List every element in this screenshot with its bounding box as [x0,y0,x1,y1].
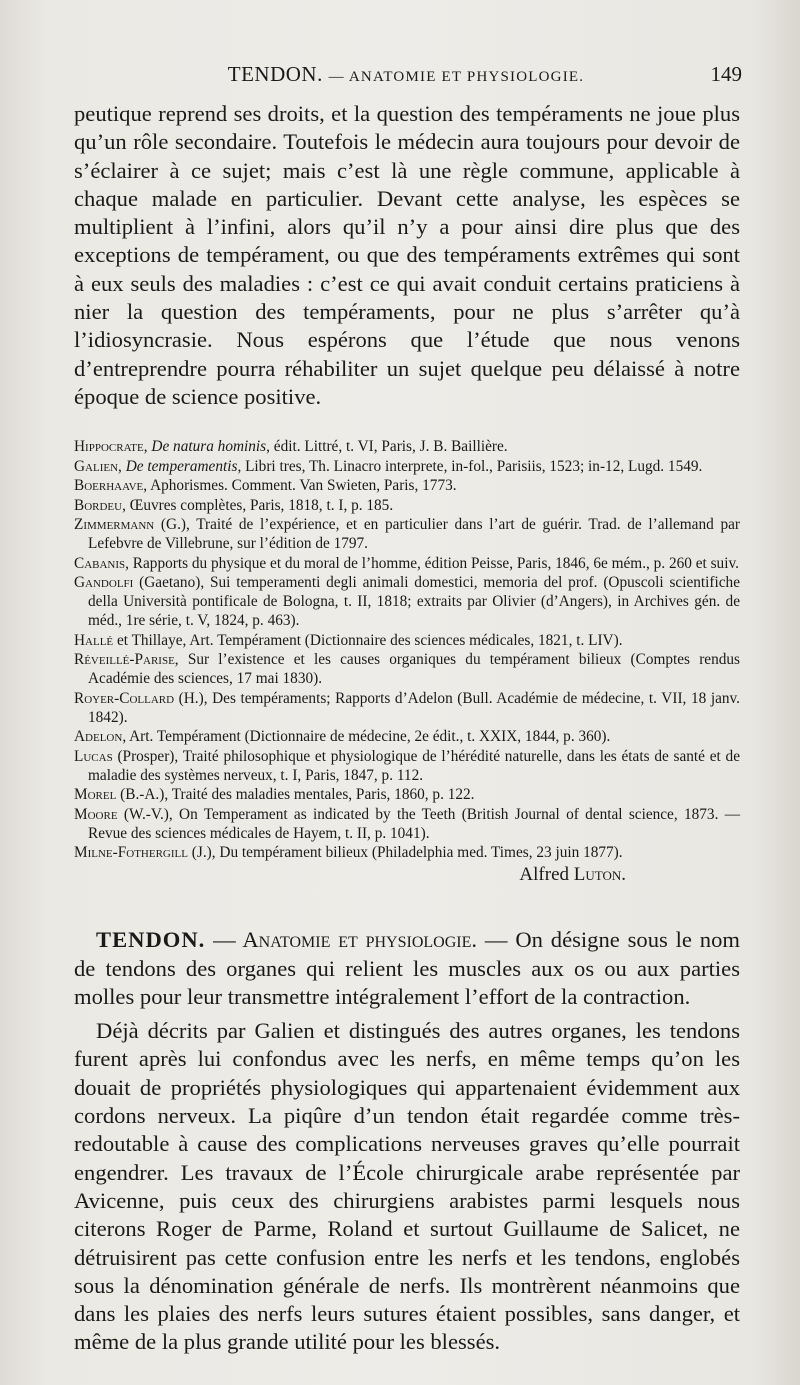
article-lead-paragraph [74,926,740,1011]
article-section-label: — Anatomie et physiologie. — [213,927,508,953]
reference-item: Milne-Fothergill (J.), Du tempérament bilieux (Philadelphia med. Times, 23 juin 1877). [74,844,623,862]
author-signature [74,864,740,886]
intro-paragraph: peutique reprend ses droits, et la question des tempéraments ne joue plus qu’un rôle secondaire. Toutefois le médecin aura toujours pour devoir de s’éclairer à ce sujet; mais c’est là une règle commune, applicable à chaque malade en particulier. Devant cette analyse, les espèces se multiplient à l’infini, alors qu’il n’y a pour ainsi dire plus que des exceptions de tempérament, ou que des tempéraments extrêmes qui sont à eux seuls des maladies : c’est ce qui avait conduit certains praticiens à nier la question des tempéraments, pour ne plus s’arrêter qu’à l’idiosyncrasie. Nous espérons que l’étude que nous venons d’entreprendre pourra réhabiliter un sujet quelque peu délaissé à notre époque de science positive. [74,101,740,409]
reference-item: Gandolfi (Gaetano), Sui temperamenti degli animali domestici, memoria del prof. (Opuscoli scientifiche della Università pontificale de Bologna, t. II, 1818; extraits par Olivier (d’Angers), in Archives gén. de méd., 1re série, t. V, 1824, p. 463). [74,574,740,630]
article-tendon [74,926,740,1356]
reference-item: Galien, De temperamentis, Libri tres, Th. Linacro interprete, in-fol., Parisiis, 1523; in-12, Lugd. 1549. [74,457,703,475]
reference-item: Hallé et Thillaye, Art. Tempérament (Dictionnaire des sciences médicales, 1821, t. LIV). [74,631,623,649]
article-lead-text: On désigne sous le nom de tendons des organes qui relient les muscles aux os ou aux parties molles pour leur transmettre intégralement l’effort de la contraction. [74,927,740,1009]
running-header [70,62,742,92]
reference-item: Zimmermann (G.), Traité de l’expérience, et en particulier dans l’art de guérir. Trad. de l’allemand par Lefebvre de Villebrune, sur l’édition de 1797. [74,516,740,553]
reference-item: Bordeu, Œuvres complètes, Paris, 1818, t. I, p. 185. [74,496,394,514]
article-paragraph-2: Déjà décrits par Galien et distingués des autres organes, les tendons furent après lui confondus avec les nerfs, en même temps qu’on les douait de propriétés physiologiques qui appartenaient évidemment aux cordons nerveux. La piqûre d’un tendon était regardée comme très-redoutable à cause des complications nerveuses graves qu’elle pourrait engendrer. Les travaux de l’École chirurgicale arabe représentée par Avicenne, puis ceux des chirurgiens arabistes parmi lesquels nous citerons Roger de Parme, Roland et surtout Guillaume de Salicet, ne détruisirent pas cette confusion entre les nerfs et les tendons, englobés sous la dénomination générale de nerfs. Ils montrèrent néanmoins que dans les plaies des nerfs leurs sutures étaient possibles, sans danger, et même de la plus grande utilité pour les blessés. [74,1018,740,1355]
reference-item: Lucas (Prosper), Traité philosophique et physiologique de l’hérédité naturelle, dans les états de santé et de maladie des systèmes nerveux, t. I, Paris, 1847, p. 112. [74,747,740,784]
reference-item: Royer-Collard (H.), Des tempéraments; Rapports d’Adelon (Bull. Académie de médecine, t. VII, 18 janv. 1842). [74,689,740,726]
bibliography [74,437,740,862]
running-head [70,62,742,87]
signature-last-name: Luton. [573,864,626,886]
reference-item: Boerhaave, Aphorismes. Comment. Van Swieten, Paris, 1773. [74,477,457,495]
reference-item: Morel (B.-A.), Traité des maladies mentales, Paris, 1860, p. 122. [74,786,475,804]
signature-first-name: Alfred [519,864,570,886]
reference-item: Hippocrate, De natura hominis, édit. Littré, t. VI, Paris, J. B. Baillière. [74,438,508,456]
reference-item: Adelon, Art. Tempérament (Dictionnaire de médecine, 2e édit., t. XXIX, 1844, p. 360). [74,728,611,746]
reference-item: Cabanis, Rapports du physique et du moral de l’homme, édition Peisse, Paris, 1846, 6e mém., p. 260 et suiv. [74,554,739,572]
page-content [74,100,740,1357]
reference-item: Moore (W.-V.), On Temperament as indicated by the Teeth (British Journal of dental science, 1873. — Revue des sciences médicales de Hayem, t. II, p. 1041). [74,805,740,842]
running-head-title: TENDON. [227,62,323,86]
page-number: 149 [710,62,742,86]
article-headword: TENDON. [96,927,206,953]
running-head-subtitle: — ANATOMIE ET PHYSIOLOGIE. [328,69,585,85]
reference-item: Réveillé-Parise, Sur l’existence et les causes organiques du tempérament bilieux (Comptes rendus Académie des sciences, 17 mai 1830). [74,651,740,688]
